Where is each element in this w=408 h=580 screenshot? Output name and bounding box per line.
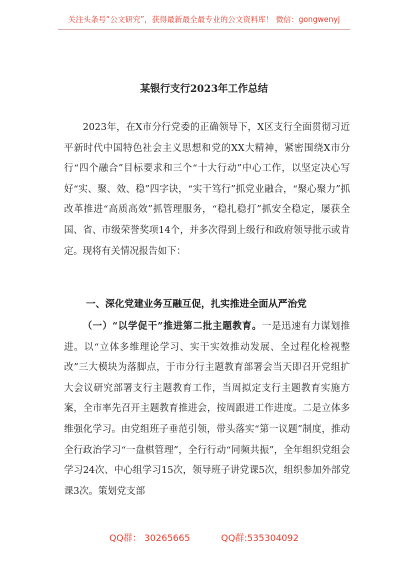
section-heading: 一、深化党建业务互融互促，扎实推进全面从严治党 bbox=[86, 299, 307, 310]
footer bbox=[0, 531, 408, 544]
document-title: 某银行支行2023年工作总结 bbox=[140, 84, 268, 95]
footer-qq-group-2: QQ群:535304092 bbox=[220, 534, 299, 544]
footer-qq-group-1: QQ群： 30265665 bbox=[109, 534, 191, 544]
subsection-body: 一是迅速有力谋划推进。以“立体多维理论学习、实干实效推动发展、全过程化检视整改”三大模块为落脚点，于市分行主题教育部署会当天即召开党组扩大会议研究部署支行主题教育工作，当周拟定支行主题教育实施方案，全市率先召开主题教育推进会，按周跟进工作进度。二是立体多维强化学习。由党组班子垂范引领，带头落实“第一议题”制度，推动全行政治学习“一盘棋管理”，全行行动“同频共振”，全年组织党组会学习24次、中心组学习15次，领导班子讲党课5次，组织参加外部党课3次。策划党支部 bbox=[64, 321, 350, 497]
subsection-heading: （一）“以学促干”推进第二批主题教育。 bbox=[82, 321, 262, 332]
header-banner: 关注头条号“公文研究”，获得最新最全最专业的公文资料库！ 微信：gongwenyj bbox=[68, 15, 340, 24]
header-divider bbox=[58, 29, 350, 30]
subsection-paragraph bbox=[64, 317, 350, 502]
intro-paragraph: 2023年，在X市分行党委的正确领导下，X区支行全面贯彻习近平新时代中国特色社会主义思想和党的XX大精神，紧密围绕X市分行“四个融合”目标要求和三个“十大行动”中心工作，以坚定决心写好“实、聚、效、稳”四字诀，“实干笃行”抓党业融合，“聚心聚力”抓改革推进“高质高效”抓管理服务，“稳扎稳打”抓安全稳定，屡获全国、省、市级荣誉奖项14个，并多次得到上级行和政府领导批示或肯定。现将有关情况报告如下： bbox=[64, 122, 350, 257]
